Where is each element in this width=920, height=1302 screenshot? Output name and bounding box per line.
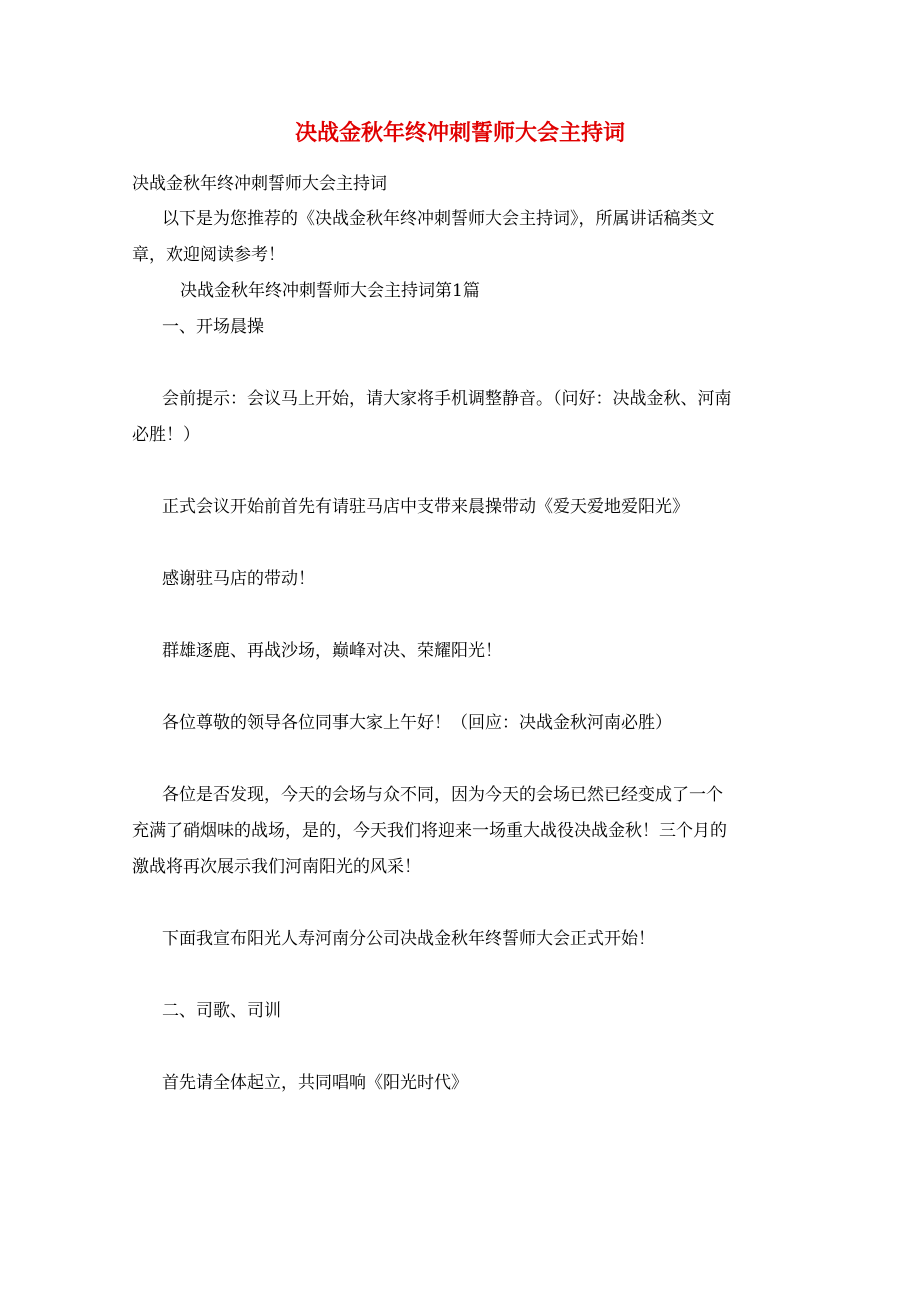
paragraph-sing-song: 首先请全体起立，共同唱响《阳光时代》 bbox=[162, 1073, 468, 1093]
paragraph-reminder-line-1: 会前提示：会议马上开始，请大家将手机调整静音。（问好：决战金秋、河南 bbox=[162, 389, 732, 409]
paragraph-battlefield-line-2: 充满了硝烟味的战场，是的，今天我们将迎来一场重大战役决战金秋！三个月的 bbox=[132, 821, 727, 841]
paragraph-thanks: 感谢驻马店的带动！ bbox=[162, 569, 315, 589]
part-two-heading: 二、司歌、司训 bbox=[162, 1001, 281, 1021]
intro-paragraph-line-2: 章，欢迎阅读参考！ bbox=[132, 245, 285, 265]
paragraph-battlefield-line-3: 激战将再次展示我们河南阳光的风采！ bbox=[132, 857, 421, 877]
subtitle-paragraph: 决战金秋年终冲刺誓师大会主持词 bbox=[132, 174, 387, 194]
paragraph-battlefield-line-1: 各位是否发现，今天的会场与众不同，因为今天的会场已然已经变成了一个 bbox=[162, 785, 723, 805]
section-heading: 决战金秋年终冲刺誓师大会主持词第1篇 bbox=[180, 281, 480, 301]
paragraph-greeting: 各位尊敬的领导各位同事大家上午好！（回应：决战金秋河南必胜） bbox=[162, 713, 672, 733]
intro-paragraph-line-1: 以下是为您推荐的《决战金秋年终冲刺誓师大会主持词》，所属讲话稿类文 bbox=[162, 209, 715, 229]
document-title: 决战金秋年终冲刺誓师大会主持词 bbox=[294, 120, 625, 146]
paragraph-morning-exercise: 正式会议开始前首先有请驻马店中支带来晨操带动《爱天爱地爱阳光》 bbox=[162, 497, 689, 517]
paragraph-announcement: 下面我宣布阳光人寿河南分公司决战金秋年终誓师大会正式开始！ bbox=[162, 929, 655, 949]
paragraph-slogan: 群雄逐鹿、再战沙场，巅峰对决、荣耀阳光！ bbox=[162, 641, 502, 661]
part-one-heading: 一、开场晨操 bbox=[162, 317, 264, 337]
paragraph-reminder-line-2: 必胜！） bbox=[132, 425, 200, 445]
